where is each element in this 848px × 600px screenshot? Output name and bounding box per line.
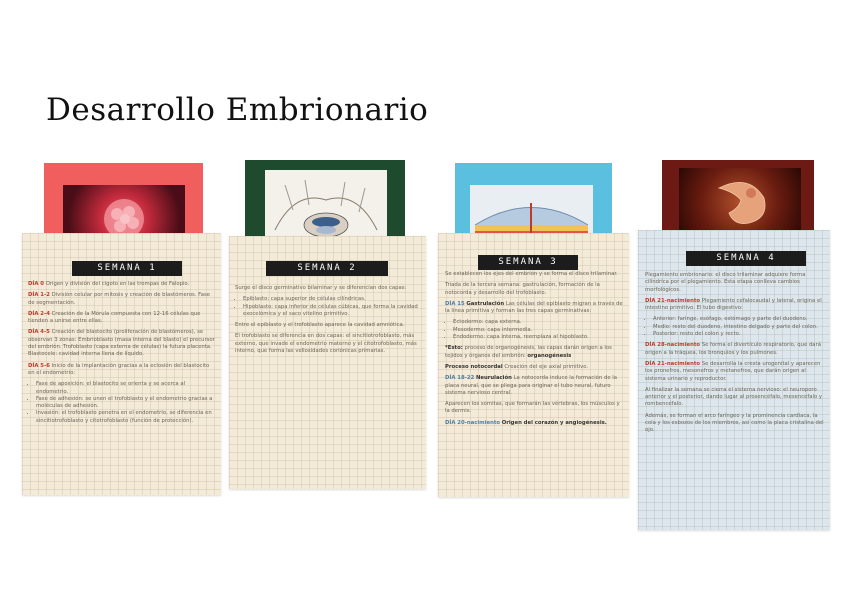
list-item: • Hipoblasto: capa inferior de células cúbicas, que forma la cavidad exocelómica y el saco vitelino primitivo. xyxy=(243,304,420,319)
week-3-text xyxy=(445,271,623,431)
day-text: Inicio de la implantación gracias a la eclosión del blastocito en el endometrio: xyxy=(28,362,210,376)
intro-text: Se establecen los ejes del embrión y se forma el disco trilaminar. xyxy=(445,271,618,277)
list-item: • Medio: resto del duodeno, intestino delgado y parte del colon. xyxy=(653,324,825,331)
embryo-icon xyxy=(679,168,801,236)
week-1-text xyxy=(28,281,216,429)
note-tail: organogénesis xyxy=(527,352,572,359)
paragraph: Al finalizar la semana se cierra el sistema nervioso: el neuroporo anterior y el posterior, dando lugar al prosencéfalo, mesencéfalo y rombencéfalo. xyxy=(645,386,823,408)
week-2-label: SEMANA 2 xyxy=(266,261,388,276)
day-text: Se desarrolla la cresta urogenital y aparecen los pronefros, mesonefros y metanefros, que darán origen al sistema urinario y reproductor. xyxy=(645,360,821,382)
day-text: Se forma el divertículo respiratorio, que dará origen a la tráquea, los bronquios y los pulmones. xyxy=(645,342,821,356)
day-text: División celular por mitosis y creación de blastómeros. Fase de segmentación. xyxy=(28,292,211,306)
list-item: • Epiblasto: capa superior de células cilíndricas. xyxy=(243,296,420,303)
list-item: • Invasión: el trofoblasto penetra en el endometrio, se diferencia en sincitiotrofoblasto y citotrofoblasto (función de protección). xyxy=(36,410,216,425)
week-1-label: SEMANA 1 xyxy=(72,261,182,276)
day-text: Creación de la Mórula compuesta con 12-16 células que tienden a unirse entre ellas. xyxy=(28,310,201,325)
day-text: La notocorda induce la formación de la placa neural, que se pliega para originar el tubo neural, futuro sistema nervioso central. xyxy=(445,375,617,396)
list-item: • Ectodermo: capa externa. xyxy=(453,319,623,326)
day-lead: DÍA 2-4 xyxy=(28,310,50,317)
day-lead: DÍA 15 xyxy=(445,300,465,307)
paragraph: Además, se forman el arco faríngeo y la prominencia cardíaca, la cola y los esbozos de los miembros, así como la placa cristalina del ojo. xyxy=(645,412,824,434)
list-item: • Fase de aposición: el blastocito se orienta y se acerca al endometrio. xyxy=(36,381,216,396)
week-4-text xyxy=(645,272,825,439)
page-title: Desarrollo Embrionario xyxy=(46,92,429,128)
week-4-label: SEMANA 4 xyxy=(686,251,806,266)
section-title: Proceso notocordal xyxy=(445,363,503,370)
day-lead: DÍA 0 xyxy=(28,281,44,287)
day-text: Origen del corazón y angiogénesis. xyxy=(501,419,607,426)
section-title: Gastrulación xyxy=(466,300,505,307)
list-item: • Mesodermo: capa intermedia. xyxy=(453,327,623,334)
list-item: • Anterior: faringe, esófago, estómago y parte del duodeno. xyxy=(653,316,825,323)
day-text: Creación del blastocito (proliferación de blastómeros), se observan 3 zonas: Embrioblasto (masa interna del blasto) el precursor del embrión. Trofoblasto (capa externa de células) la futura placenta. Blastocele: cavidad interna llena de líquido. xyxy=(28,329,215,358)
day-lead: DÍA 20-nacimiento xyxy=(445,419,501,426)
day-lead: DÍA 28-nacimiento xyxy=(645,342,701,349)
day-lead: DÍA 5-6 xyxy=(28,362,50,369)
day-text: Plegamiento cefalocaudal y lateral, origina el intestino primitivo. El tubo digestivo: xyxy=(645,297,822,312)
note-lead: *Esto: xyxy=(445,345,463,352)
day-lead: DÍA 4-5 xyxy=(28,329,50,336)
week-4-image xyxy=(679,168,801,236)
note-text: proceso de organogénesis, las capas darán origen a los tejidos y órganos del embrión: xyxy=(445,345,612,359)
intro-text: Surge el disco germinativo bilaminar y se diferencian dos capas: xyxy=(235,285,407,291)
paragraph: Entre el epiblasto y el trofoblasto aparece la cavidad amniótica. xyxy=(235,322,405,329)
list-item: • Fase de adhesión: se unen el trofoblasto y el endometrio gracias a moléculas de adhesión. xyxy=(36,396,216,411)
intro-text-2: Triada de la tercera semana: gastrulación, formación de la notocorda y desarrollo del trofoblasto. xyxy=(445,282,600,296)
day-lead: DÍA 21-nacimiento xyxy=(645,360,701,367)
day-text: Origen y división del cigoto en las trompas de Falopio. xyxy=(45,281,190,287)
week-2-text xyxy=(235,285,420,359)
section-text: Creación del eje axial primitivo. xyxy=(504,363,589,370)
day-lead: DÍA 21-nacimiento xyxy=(645,297,701,304)
week-3-label: SEMANA 3 xyxy=(478,255,578,270)
day-text: Las células del epiblasto migran a través de la línea primitiva y forman las tres capas germinativas: xyxy=(445,300,623,315)
list-item: • Endodermo: capa interna, reemplaza al hipoblasto. xyxy=(453,334,623,341)
list-item: • Posterior: resto del colon y recto. xyxy=(653,331,825,338)
paragraph: Aparecen los somitas, que formarán las vértebras, los músculos y la dermis. xyxy=(445,401,620,415)
day-lead: DÍA 18-22 xyxy=(445,375,475,382)
paragraph: El trofoblasto se diferencia en dos capas: el sincitiotrofoblasto, más externo, que invade el endometrio materno y el citotrofoblasto, más interno, que forma las vellosidades coriónicas primarias. xyxy=(235,333,417,355)
day-lead: DÍA 1-2 xyxy=(28,292,50,299)
section-title: Neurulación xyxy=(475,375,512,382)
intro-text: Plegamiento embrionario: el disco trilaminar adquiere forma cilíndrica por el plegamiento. Esta etapa conlleva cambios morfológicos. xyxy=(645,272,806,293)
